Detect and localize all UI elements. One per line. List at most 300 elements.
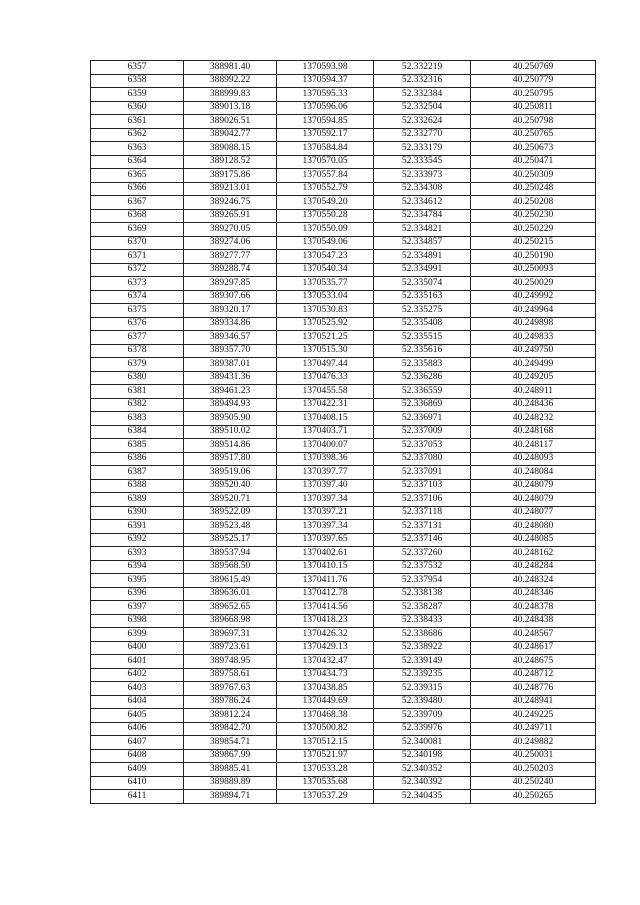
point-number-cell: 6401 bbox=[91, 655, 184, 669]
point-number-cell: 6361 bbox=[91, 115, 184, 129]
longitude-cell: 40.250769 bbox=[471, 61, 596, 75]
longitude-cell: 40.248378 bbox=[471, 601, 596, 615]
point-number-cell: 6395 bbox=[91, 574, 184, 588]
y-coordinate-cell: 1370533.28 bbox=[277, 763, 374, 777]
x-coordinate-cell: 389812.24 bbox=[184, 709, 277, 723]
latitude-cell: 52.339709 bbox=[374, 709, 471, 723]
x-coordinate-cell: 389013.18 bbox=[184, 101, 277, 115]
coordinates-table-body bbox=[91, 61, 596, 804]
longitude-cell: 40.248085 bbox=[471, 533, 596, 547]
point-number-cell: 6381 bbox=[91, 385, 184, 399]
x-coordinate-cell: 389723.61 bbox=[184, 641, 277, 655]
y-coordinate-cell: 1370397.34 bbox=[277, 520, 374, 534]
longitude-cell: 40.248077 bbox=[471, 506, 596, 520]
longitude-cell: 40.250031 bbox=[471, 749, 596, 763]
longitude-cell: 40.250811 bbox=[471, 101, 596, 115]
table-row bbox=[91, 182, 596, 196]
table-row bbox=[91, 331, 596, 345]
point-number-cell: 6369 bbox=[91, 223, 184, 237]
table-row bbox=[91, 425, 596, 439]
x-coordinate-cell: 389615.49 bbox=[184, 574, 277, 588]
table-row bbox=[91, 574, 596, 588]
longitude-cell: 40.250265 bbox=[471, 790, 596, 804]
y-coordinate-cell: 1370570.05 bbox=[277, 155, 374, 169]
latitude-cell: 52.339149 bbox=[374, 655, 471, 669]
longitude-cell: 40.250208 bbox=[471, 196, 596, 210]
y-coordinate-cell: 1370434.73 bbox=[277, 668, 374, 682]
table-row bbox=[91, 250, 596, 264]
longitude-cell: 40.250798 bbox=[471, 115, 596, 129]
point-number-cell: 6373 bbox=[91, 277, 184, 291]
latitude-cell: 52.335408 bbox=[374, 317, 471, 331]
x-coordinate-cell: 389307.66 bbox=[184, 290, 277, 304]
longitude-cell: 40.249750 bbox=[471, 344, 596, 358]
y-coordinate-cell: 1370397.77 bbox=[277, 466, 374, 480]
point-number-cell: 6408 bbox=[91, 749, 184, 763]
x-coordinate-cell: 389026.51 bbox=[184, 115, 277, 129]
latitude-cell: 52.334991 bbox=[374, 263, 471, 277]
point-number-cell: 6397 bbox=[91, 601, 184, 615]
longitude-cell: 40.248162 bbox=[471, 547, 596, 561]
latitude-cell: 52.340198 bbox=[374, 749, 471, 763]
table-row bbox=[91, 290, 596, 304]
y-coordinate-cell: 1370584.84 bbox=[277, 142, 374, 156]
x-coordinate-cell: 389867.99 bbox=[184, 749, 277, 763]
table-row bbox=[91, 398, 596, 412]
point-number-cell: 6386 bbox=[91, 452, 184, 466]
latitude-cell: 52.337103 bbox=[374, 479, 471, 493]
y-coordinate-cell: 1370432.47 bbox=[277, 655, 374, 669]
y-coordinate-cell: 1370397.40 bbox=[277, 479, 374, 493]
longitude-cell: 40.249964 bbox=[471, 304, 596, 318]
x-coordinate-cell: 389274.06 bbox=[184, 236, 277, 250]
x-coordinate-cell: 389652.65 bbox=[184, 601, 277, 615]
x-coordinate-cell: 389786.24 bbox=[184, 695, 277, 709]
y-coordinate-cell: 1370397.34 bbox=[277, 493, 374, 507]
latitude-cell: 52.335163 bbox=[374, 290, 471, 304]
y-coordinate-cell: 1370540.34 bbox=[277, 263, 374, 277]
latitude-cell: 52.338433 bbox=[374, 614, 471, 628]
y-coordinate-cell: 1370521.25 bbox=[277, 331, 374, 345]
latitude-cell: 52.332504 bbox=[374, 101, 471, 115]
x-coordinate-cell: 389265.91 bbox=[184, 209, 277, 223]
table-row bbox=[91, 641, 596, 655]
x-coordinate-cell: 389510.02 bbox=[184, 425, 277, 439]
x-coordinate-cell: 389494.93 bbox=[184, 398, 277, 412]
table-row bbox=[91, 614, 596, 628]
x-coordinate-cell: 389758.61 bbox=[184, 668, 277, 682]
y-coordinate-cell: 1370397.65 bbox=[277, 533, 374, 547]
y-coordinate-cell: 1370557.84 bbox=[277, 169, 374, 183]
point-number-cell: 6377 bbox=[91, 331, 184, 345]
y-coordinate-cell: 1370402.61 bbox=[277, 547, 374, 561]
latitude-cell: 52.334612 bbox=[374, 196, 471, 210]
longitude-cell: 40.250779 bbox=[471, 74, 596, 88]
longitude-cell: 40.249882 bbox=[471, 736, 596, 750]
table-row bbox=[91, 776, 596, 790]
table-row bbox=[91, 520, 596, 534]
latitude-cell: 52.334308 bbox=[374, 182, 471, 196]
table-row bbox=[91, 493, 596, 507]
table-row bbox=[91, 695, 596, 709]
x-coordinate-cell: 389213.01 bbox=[184, 182, 277, 196]
latitude-cell: 52.340435 bbox=[374, 790, 471, 804]
point-number-cell: 6372 bbox=[91, 263, 184, 277]
x-coordinate-cell: 388999.83 bbox=[184, 88, 277, 102]
longitude-cell: 40.248776 bbox=[471, 682, 596, 696]
y-coordinate-cell: 1370410.15 bbox=[277, 560, 374, 574]
longitude-cell: 40.248911 bbox=[471, 385, 596, 399]
y-coordinate-cell: 1370449.69 bbox=[277, 695, 374, 709]
latitude-cell: 52.332219 bbox=[374, 61, 471, 75]
table-row bbox=[91, 547, 596, 561]
latitude-cell: 52.337532 bbox=[374, 560, 471, 574]
longitude-cell: 40.250765 bbox=[471, 128, 596, 142]
y-coordinate-cell: 1370592.17 bbox=[277, 128, 374, 142]
x-coordinate-cell: 389320.17 bbox=[184, 304, 277, 318]
coordinates-table bbox=[90, 60, 596, 804]
y-coordinate-cell: 1370398.36 bbox=[277, 452, 374, 466]
point-number-cell: 6403 bbox=[91, 682, 184, 696]
table-row bbox=[91, 236, 596, 250]
longitude-cell: 40.248617 bbox=[471, 641, 596, 655]
point-number-cell: 6370 bbox=[91, 236, 184, 250]
x-coordinate-cell: 389288.74 bbox=[184, 263, 277, 277]
point-number-cell: 6385 bbox=[91, 439, 184, 453]
x-coordinate-cell: 389519.06 bbox=[184, 466, 277, 480]
longitude-cell: 40.248346 bbox=[471, 587, 596, 601]
longitude-cell: 40.248079 bbox=[471, 493, 596, 507]
longitude-cell: 40.248080 bbox=[471, 520, 596, 534]
latitude-cell: 52.337260 bbox=[374, 547, 471, 561]
longitude-cell: 40.248436 bbox=[471, 398, 596, 412]
latitude-cell: 52.340352 bbox=[374, 763, 471, 777]
point-number-cell: 6364 bbox=[91, 155, 184, 169]
point-number-cell: 6375 bbox=[91, 304, 184, 318]
y-coordinate-cell: 1370594.85 bbox=[277, 115, 374, 129]
x-coordinate-cell: 389357.70 bbox=[184, 344, 277, 358]
point-number-cell: 6374 bbox=[91, 290, 184, 304]
latitude-cell: 52.334821 bbox=[374, 223, 471, 237]
latitude-cell: 52.334857 bbox=[374, 236, 471, 250]
table-row bbox=[91, 452, 596, 466]
table-row bbox=[91, 533, 596, 547]
y-coordinate-cell: 1370521.97 bbox=[277, 749, 374, 763]
longitude-cell: 40.250190 bbox=[471, 250, 596, 264]
x-coordinate-cell: 389514.86 bbox=[184, 439, 277, 453]
latitude-cell: 52.335275 bbox=[374, 304, 471, 318]
point-number-cell: 6362 bbox=[91, 128, 184, 142]
x-coordinate-cell: 389537.94 bbox=[184, 547, 277, 561]
y-coordinate-cell: 1370468.38 bbox=[277, 709, 374, 723]
latitude-cell: 52.340081 bbox=[374, 736, 471, 750]
x-coordinate-cell: 389297.85 bbox=[184, 277, 277, 291]
table-row bbox=[91, 736, 596, 750]
longitude-cell: 40.248438 bbox=[471, 614, 596, 628]
x-coordinate-cell: 389042.77 bbox=[184, 128, 277, 142]
y-coordinate-cell: 1370403.71 bbox=[277, 425, 374, 439]
point-number-cell: 6404 bbox=[91, 695, 184, 709]
point-number-cell: 6400 bbox=[91, 641, 184, 655]
latitude-cell: 52.337954 bbox=[374, 574, 471, 588]
table-row bbox=[91, 358, 596, 372]
point-number-cell: 6407 bbox=[91, 736, 184, 750]
x-coordinate-cell: 389270.05 bbox=[184, 223, 277, 237]
y-coordinate-cell: 1370552.79 bbox=[277, 182, 374, 196]
longitude-cell: 40.250203 bbox=[471, 763, 596, 777]
table-row bbox=[91, 601, 596, 615]
y-coordinate-cell: 1370535.68 bbox=[277, 776, 374, 790]
x-coordinate-cell: 389517.80 bbox=[184, 452, 277, 466]
table-row bbox=[91, 304, 596, 318]
latitude-cell: 52.334891 bbox=[374, 250, 471, 264]
x-coordinate-cell: 389520.71 bbox=[184, 493, 277, 507]
x-coordinate-cell: 389842.70 bbox=[184, 722, 277, 736]
point-number-cell: 6382 bbox=[91, 398, 184, 412]
y-coordinate-cell: 1370594.37 bbox=[277, 74, 374, 88]
y-coordinate-cell: 1370429.13 bbox=[277, 641, 374, 655]
latitude-cell: 52.335883 bbox=[374, 358, 471, 372]
point-number-cell: 6390 bbox=[91, 506, 184, 520]
table-row bbox=[91, 196, 596, 210]
point-number-cell: 6388 bbox=[91, 479, 184, 493]
y-coordinate-cell: 1370414.56 bbox=[277, 601, 374, 615]
point-number-cell: 6365 bbox=[91, 169, 184, 183]
y-coordinate-cell: 1370455.58 bbox=[277, 385, 374, 399]
latitude-cell: 52.335515 bbox=[374, 331, 471, 345]
latitude-cell: 52.335616 bbox=[374, 344, 471, 358]
table-row bbox=[91, 628, 596, 642]
longitude-cell: 40.250309 bbox=[471, 169, 596, 183]
table-row bbox=[91, 790, 596, 804]
point-number-cell: 6406 bbox=[91, 722, 184, 736]
x-coordinate-cell: 389461.23 bbox=[184, 385, 277, 399]
x-coordinate-cell: 389175.86 bbox=[184, 169, 277, 183]
x-coordinate-cell: 389346.57 bbox=[184, 331, 277, 345]
y-coordinate-cell: 1370497.44 bbox=[277, 358, 374, 372]
y-coordinate-cell: 1370535.77 bbox=[277, 277, 374, 291]
latitude-cell: 52.332624 bbox=[374, 115, 471, 129]
point-number-cell: 6405 bbox=[91, 709, 184, 723]
table-row bbox=[91, 344, 596, 358]
table-row bbox=[91, 155, 596, 169]
y-coordinate-cell: 1370412.78 bbox=[277, 587, 374, 601]
latitude-cell: 52.338922 bbox=[374, 641, 471, 655]
longitude-cell: 40.248712 bbox=[471, 668, 596, 682]
longitude-cell: 40.248117 bbox=[471, 439, 596, 453]
table-row bbox=[91, 506, 596, 520]
longitude-cell: 40.250248 bbox=[471, 182, 596, 196]
point-number-cell: 6411 bbox=[91, 790, 184, 804]
latitude-cell: 52.336971 bbox=[374, 412, 471, 426]
y-coordinate-cell: 1370476.33 bbox=[277, 371, 374, 385]
longitude-cell: 40.249711 bbox=[471, 722, 596, 736]
point-number-cell: 6387 bbox=[91, 466, 184, 480]
longitude-cell: 40.250471 bbox=[471, 155, 596, 169]
point-number-cell: 6399 bbox=[91, 628, 184, 642]
latitude-cell: 52.340392 bbox=[374, 776, 471, 790]
y-coordinate-cell: 1370408.15 bbox=[277, 412, 374, 426]
table-row bbox=[91, 128, 596, 142]
longitude-cell: 40.249225 bbox=[471, 709, 596, 723]
latitude-cell: 52.333179 bbox=[374, 142, 471, 156]
longitude-cell: 40.248232 bbox=[471, 412, 596, 426]
latitude-cell: 52.339315 bbox=[374, 682, 471, 696]
y-coordinate-cell: 1370515.30 bbox=[277, 344, 374, 358]
table-row bbox=[91, 142, 596, 156]
x-coordinate-cell: 388981.40 bbox=[184, 61, 277, 75]
x-coordinate-cell: 388992.22 bbox=[184, 74, 277, 88]
table-row bbox=[91, 223, 596, 237]
latitude-cell: 52.337053 bbox=[374, 439, 471, 453]
point-number-cell: 6409 bbox=[91, 763, 184, 777]
x-coordinate-cell: 389520.40 bbox=[184, 479, 277, 493]
table-row bbox=[91, 371, 596, 385]
point-number-cell: 6389 bbox=[91, 493, 184, 507]
point-number-cell: 6392 bbox=[91, 533, 184, 547]
latitude-cell: 52.335074 bbox=[374, 277, 471, 291]
y-coordinate-cell: 1370411.76 bbox=[277, 574, 374, 588]
longitude-cell: 40.250795 bbox=[471, 88, 596, 102]
point-number-cell: 6368 bbox=[91, 209, 184, 223]
latitude-cell: 52.333973 bbox=[374, 169, 471, 183]
longitude-cell: 40.249992 bbox=[471, 290, 596, 304]
x-coordinate-cell: 389668.98 bbox=[184, 614, 277, 628]
latitude-cell: 52.337118 bbox=[374, 506, 471, 520]
latitude-cell: 52.339976 bbox=[374, 722, 471, 736]
table-row bbox=[91, 668, 596, 682]
table-row bbox=[91, 263, 596, 277]
longitude-cell: 40.248093 bbox=[471, 452, 596, 466]
point-number-cell: 6378 bbox=[91, 344, 184, 358]
longitude-cell: 40.249205 bbox=[471, 371, 596, 385]
x-coordinate-cell: 389697.31 bbox=[184, 628, 277, 642]
x-coordinate-cell: 389523.48 bbox=[184, 520, 277, 534]
table-row bbox=[91, 412, 596, 426]
latitude-cell: 52.332770 bbox=[374, 128, 471, 142]
x-coordinate-cell: 389387.01 bbox=[184, 358, 277, 372]
latitude-cell: 52.338138 bbox=[374, 587, 471, 601]
table-row bbox=[91, 682, 596, 696]
latitude-cell: 52.333545 bbox=[374, 155, 471, 169]
x-coordinate-cell: 389088.15 bbox=[184, 142, 277, 156]
x-coordinate-cell: 389525.17 bbox=[184, 533, 277, 547]
x-coordinate-cell: 389277.77 bbox=[184, 250, 277, 264]
table-row bbox=[91, 655, 596, 669]
table-row bbox=[91, 317, 596, 331]
longitude-cell: 40.250215 bbox=[471, 236, 596, 250]
x-coordinate-cell: 389885.41 bbox=[184, 763, 277, 777]
longitude-cell: 40.250240 bbox=[471, 776, 596, 790]
y-coordinate-cell: 1370550.28 bbox=[277, 209, 374, 223]
table-row bbox=[91, 479, 596, 493]
y-coordinate-cell: 1370549.20 bbox=[277, 196, 374, 210]
y-coordinate-cell: 1370422.31 bbox=[277, 398, 374, 412]
point-number-cell: 6380 bbox=[91, 371, 184, 385]
point-number-cell: 6379 bbox=[91, 358, 184, 372]
table-row bbox=[91, 74, 596, 88]
longitude-cell: 40.248168 bbox=[471, 425, 596, 439]
y-coordinate-cell: 1370595.33 bbox=[277, 88, 374, 102]
point-number-cell: 6410 bbox=[91, 776, 184, 790]
table-row bbox=[91, 439, 596, 453]
point-number-cell: 6359 bbox=[91, 88, 184, 102]
point-number-cell: 6402 bbox=[91, 668, 184, 682]
longitude-cell: 40.249898 bbox=[471, 317, 596, 331]
latitude-cell: 52.337091 bbox=[374, 466, 471, 480]
x-coordinate-cell: 389128.52 bbox=[184, 155, 277, 169]
longitude-cell: 40.248079 bbox=[471, 479, 596, 493]
point-number-cell: 6383 bbox=[91, 412, 184, 426]
longitude-cell: 40.248324 bbox=[471, 574, 596, 588]
point-number-cell: 6357 bbox=[91, 61, 184, 75]
table-row bbox=[91, 709, 596, 723]
point-number-cell: 6367 bbox=[91, 196, 184, 210]
longitude-cell: 40.248941 bbox=[471, 695, 596, 709]
latitude-cell: 52.336869 bbox=[374, 398, 471, 412]
table-row bbox=[91, 115, 596, 129]
table-row bbox=[91, 749, 596, 763]
x-coordinate-cell: 389246.75 bbox=[184, 196, 277, 210]
y-coordinate-cell: 1370426.32 bbox=[277, 628, 374, 642]
point-number-cell: 6376 bbox=[91, 317, 184, 331]
latitude-cell: 52.337080 bbox=[374, 452, 471, 466]
point-number-cell: 6360 bbox=[91, 101, 184, 115]
y-coordinate-cell: 1370418.23 bbox=[277, 614, 374, 628]
x-coordinate-cell: 389505.90 bbox=[184, 412, 277, 426]
table-row bbox=[91, 277, 596, 291]
table-row bbox=[91, 385, 596, 399]
y-coordinate-cell: 1370530.83 bbox=[277, 304, 374, 318]
table-row bbox=[91, 763, 596, 777]
table-row bbox=[91, 209, 596, 223]
table-row bbox=[91, 169, 596, 183]
point-number-cell: 6371 bbox=[91, 250, 184, 264]
x-coordinate-cell: 389636.01 bbox=[184, 587, 277, 601]
longitude-cell: 40.250029 bbox=[471, 277, 596, 291]
latitude-cell: 52.337106 bbox=[374, 493, 471, 507]
latitude-cell: 52.339235 bbox=[374, 668, 471, 682]
point-number-cell: 6358 bbox=[91, 74, 184, 88]
latitude-cell: 52.337131 bbox=[374, 520, 471, 534]
x-coordinate-cell: 389568.50 bbox=[184, 560, 277, 574]
latitude-cell: 52.338686 bbox=[374, 628, 471, 642]
point-number-cell: 6393 bbox=[91, 547, 184, 561]
point-number-cell: 6366 bbox=[91, 182, 184, 196]
longitude-cell: 40.250673 bbox=[471, 142, 596, 156]
x-coordinate-cell: 389894.71 bbox=[184, 790, 277, 804]
y-coordinate-cell: 1370400.07 bbox=[277, 439, 374, 453]
longitude-cell: 40.250230 bbox=[471, 209, 596, 223]
y-coordinate-cell: 1370512.15 bbox=[277, 736, 374, 750]
latitude-cell: 52.332384 bbox=[374, 88, 471, 102]
latitude-cell: 52.337009 bbox=[374, 425, 471, 439]
y-coordinate-cell: 1370438.85 bbox=[277, 682, 374, 696]
longitude-cell: 40.250093 bbox=[471, 263, 596, 277]
x-coordinate-cell: 389431.36 bbox=[184, 371, 277, 385]
latitude-cell: 52.334784 bbox=[374, 209, 471, 223]
point-number-cell: 6363 bbox=[91, 142, 184, 156]
latitude-cell: 52.336559 bbox=[374, 385, 471, 399]
y-coordinate-cell: 1370500.82 bbox=[277, 722, 374, 736]
x-coordinate-cell: 389889.89 bbox=[184, 776, 277, 790]
table-row bbox=[91, 101, 596, 115]
y-coordinate-cell: 1370533.04 bbox=[277, 290, 374, 304]
x-coordinate-cell: 389767.63 bbox=[184, 682, 277, 696]
point-number-cell: 6394 bbox=[91, 560, 184, 574]
longitude-cell: 40.248675 bbox=[471, 655, 596, 669]
longitude-cell: 40.248084 bbox=[471, 466, 596, 480]
